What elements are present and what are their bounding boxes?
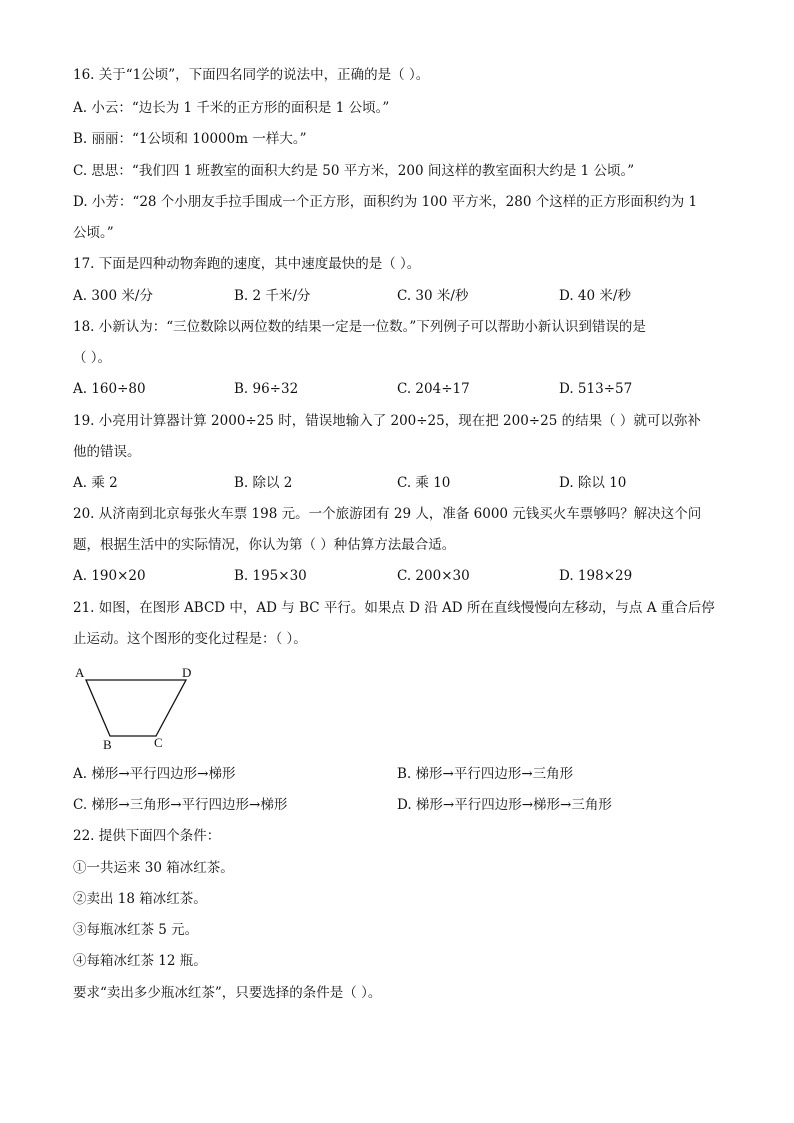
q16-option-a: A. 小云：“边长为 1 千米的正方形的面积是 1 公顷。” xyxy=(73,100,390,116)
q22-condition-4: ④每箱冰红茶 12 瓶。 xyxy=(73,953,207,969)
q16-option-d-line1: D. 小芳：“28 个小朋友手拉手围成一个正方形，面积约为 100 平方米，280 个这样的正方形面积约为 1 xyxy=(73,194,698,210)
q19-stem-line1: 19. 小亮用计算器计算 2000÷25 时，错误地输入了 200÷25，现在把 200÷25 的结果（ ）就可以弥补 xyxy=(73,413,701,429)
q21-option-c: C. 梯形→三角形→平行四边形→梯形 xyxy=(73,797,288,813)
vertex-label-a: A xyxy=(75,665,85,680)
vertex-label-d: D xyxy=(182,665,192,680)
q19-option-d: D. 除以 10 xyxy=(559,475,627,491)
q17-stem: 17. 下面是四种动物奔跑的速度，其中速度最快的是（ ）。 xyxy=(73,256,421,272)
trapezoid-figure xyxy=(70,660,210,755)
q19-option-b: B. 除以 2 xyxy=(234,475,293,491)
q16-option-d-line2: 公顷。” xyxy=(73,225,114,241)
q20-option-d: D. 198×29 xyxy=(559,568,633,584)
trapezoid-abcd-shape xyxy=(86,680,186,736)
q22-stem: 22. 提供下面四个条件： xyxy=(73,828,221,844)
q18-option-c: C. 204÷17 xyxy=(397,381,470,397)
q22-condition-1: ①一共运来 30 箱冰红茶。 xyxy=(73,860,234,876)
q21-option-b: B. 梯形→平行四边形→三角形 xyxy=(397,766,574,782)
q22-condition-3: ③每瓶冰红茶 5 元。 xyxy=(73,922,199,938)
q20-option-a: A. 190×20 xyxy=(73,568,146,584)
q18-option-a: A. 160÷80 xyxy=(73,381,146,397)
q21-stem-line2: 止运动。这个图形的变化过程是：（ ）。 xyxy=(73,631,307,647)
q21-option-d: D. 梯形→平行四边形→梯形→三角形 xyxy=(397,797,612,813)
q18-stem-line2: （ ）。 xyxy=(73,350,112,366)
q16-option-b: B. 丽丽：“1公顷和 10000m 一样大。” xyxy=(73,131,307,147)
q19-stem-line2: 他的错误。 xyxy=(73,444,141,460)
q21-stem-line1: 21. 如图，在图形 ABCD 中，AD 与 BC 平行。如果点 D 沿 AD 所在直线慢慢向左移动，与点 A 重合后停 xyxy=(73,600,715,616)
q19-option-a: A. 乘 2 xyxy=(73,475,118,491)
q16-stem: 16. 关于“1公顷”，下面四名同学的说法中，正确的是（ ）。 xyxy=(73,67,430,83)
q20-option-b: B. 195×30 xyxy=(234,568,307,584)
q17-option-b: B. 2 千米/分 xyxy=(234,288,311,304)
q17-option-c: C. 30 米/秒 xyxy=(397,288,469,304)
q20-stem-line1: 20. 从济南到北京每张火车票 198 元。一个旅游团有 29 人，准备 6000 元钱买火车票够吗？解决这个问 xyxy=(73,506,702,522)
q22-ask: 要求“卖出多少瓶冰红茶”，只要选择的条件是（ ）。 xyxy=(73,985,382,1001)
q17-option-d: D. 40 米/秒 xyxy=(559,288,631,304)
vertex-label-c: C xyxy=(154,735,163,750)
q21-option-a: A. 梯形→平行四边形→梯形 xyxy=(73,766,236,782)
q19-option-c: C. 乘 10 xyxy=(397,475,451,491)
q20-stem-line2: 题，根据生活中的实际情况，你认为第（ ）种估算方法最合适。 xyxy=(73,537,456,553)
q16-option-c: C. 思思：“我们四 1 班教室的面积大约是 50 平方米，200 间这样的教室面积大约是 1 公顷。” xyxy=(73,163,635,179)
q18-option-b: B. 96÷32 xyxy=(234,381,299,397)
q22-condition-2: ②卖出 18 箱冰红茶。 xyxy=(73,891,207,907)
q20-option-c: C. 200×30 xyxy=(397,568,470,584)
q18-stem-line1: 18. 小新认为：“三位数除以两位数的结果一定是一位数。”下列例子可以帮助小新认识到错误的是 xyxy=(73,319,646,335)
q18-option-d: D. 513÷57 xyxy=(559,381,633,397)
vertex-label-b: B xyxy=(103,737,112,752)
q17-option-a: A. 300 米/分 xyxy=(73,288,153,304)
